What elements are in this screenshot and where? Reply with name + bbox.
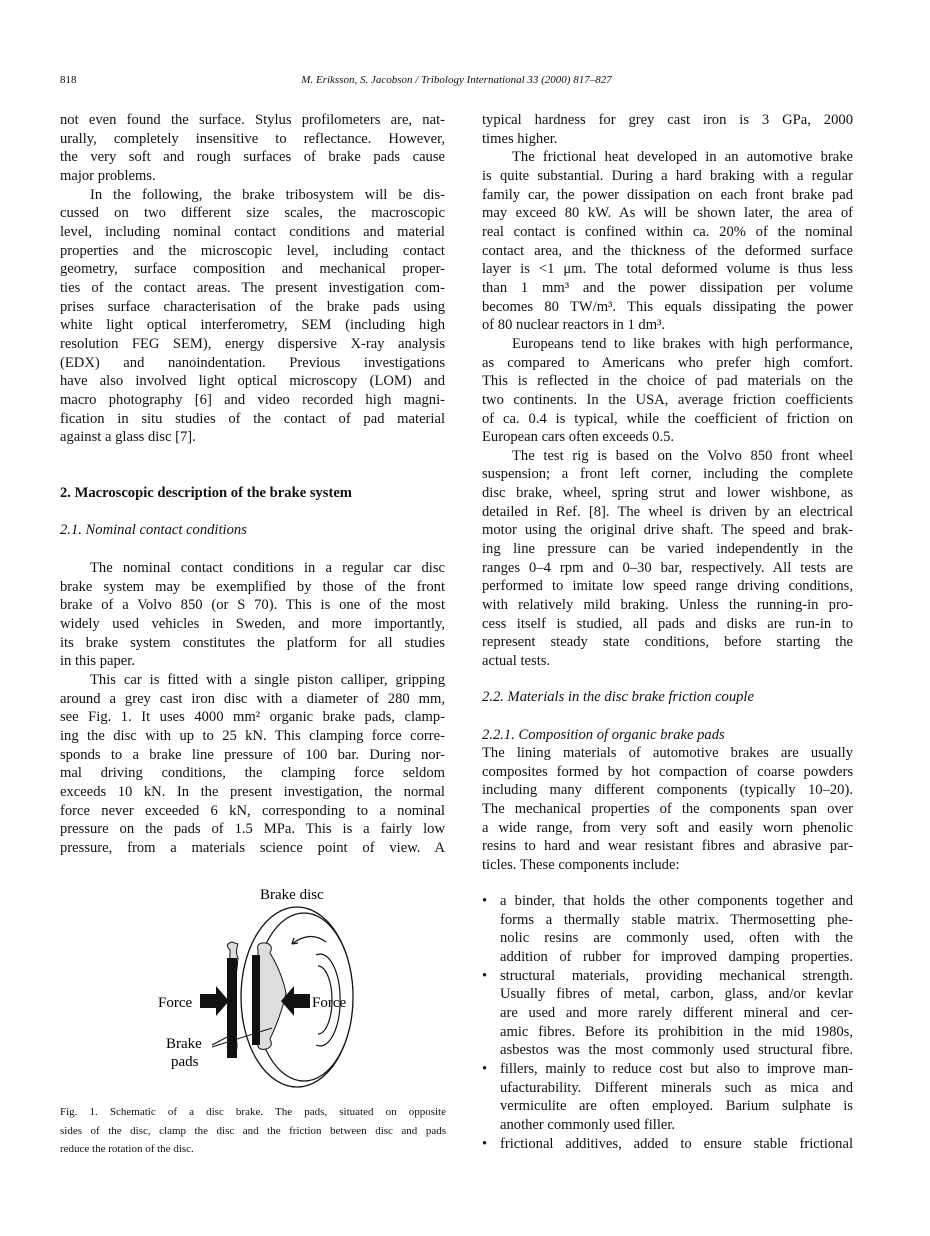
text-line: ticles. These components include: (482, 856, 680, 873)
text-line: two continents. In the USA, average friction coefficients (482, 391, 853, 408)
text-line: ing the disc with up to 25 kN. This clamping force corre- (60, 727, 445, 744)
text-line: Europeans tend to like brakes with high performance, (512, 335, 853, 352)
bullet-line: addition of rubber for improved damping properties. (500, 948, 853, 965)
subsection-heading: 2.1. Nominal contact conditions (60, 522, 247, 538)
right-column-block-2 (482, 744, 853, 875)
bullet-line: vermiculite are often employed. Barium sulphate is (500, 1098, 853, 1115)
text-line: not even found the surface. Stylus profilometers are, nat- (60, 112, 445, 128)
bullet-line: • fillers, mainly to reduce cost but also to improve man- (482, 1060, 853, 1079)
text-line: The mechanical properties of the components span over (482, 800, 853, 817)
subsubsection-heading-2-2-1: 2.2.1. Composition of organic brake pads (482, 727, 725, 743)
text-line: Fig. 1. Schematic of a disc brake. The pads, situated on opposite (60, 1106, 446, 1118)
label-brake: Brake (166, 1036, 202, 1052)
text-line: real contact is confined within ca. 20% of the nominal (482, 223, 853, 240)
text-line: may exceed 80 kW. As will be shown later, the area of (482, 205, 853, 222)
bullet-line: are used and more rarely different mineral and cer- (500, 1004, 853, 1021)
figure-caption (60, 1104, 446, 1160)
text-line: detailed in Ref. [8]. The wheel is driven by an electrical (482, 503, 853, 520)
text-line: composites formed by hot compaction of coarse powders (482, 763, 853, 780)
running-title: M. Eriksson, S. Jacobson / Tribology International 33 (2000) 817–827 (301, 74, 612, 86)
text-line: motor using the original drive shaft. The speed and brak- (482, 522, 853, 539)
text-line: a wide range, from very soft and easily worn phenolic (482, 819, 853, 836)
bullet-line: amic fibres. Before its prohibition in the mid 1980s, (500, 1023, 853, 1040)
text-line: see Fig. 1. It uses 4000 mm² organic brake pads, clamp- (60, 709, 445, 726)
text-line: sides of the disc, clamp the disc and the friction between disc and pads (60, 1124, 446, 1137)
text-line: suspension; a front left corner, including the complete (482, 466, 853, 483)
text-line: cess itself is studied, all pads and disks are run-in to (482, 615, 853, 632)
text-line: family car, the power dissipation on each front brake pad (482, 186, 853, 203)
text-line: urally, completely insensitive to reflectance. However, (60, 130, 445, 147)
text-line: fication in situ studies of the contact of pad material (60, 410, 445, 427)
text-line: in this paper. (60, 653, 135, 670)
brake-disc-figure (140, 875, 370, 1105)
text-line: (EDX) and nanoindentation. Previous investigations (60, 354, 445, 371)
text-line: performed to imitate low speed range driving conditions, (482, 578, 853, 595)
components-bullet-list (482, 892, 853, 1153)
text-line: brake of a Volvo 850 (or S 70). This is one of the most (60, 597, 445, 614)
text-line: the very soft and rough surfaces of brake pads cause (60, 149, 445, 166)
subsection-heading-2-2: 2.2. Materials in the disc brake friction couple (482, 689, 754, 705)
text-line: represent steady state conditions, before starting the (482, 634, 853, 651)
text-line: is quite substantial. During a hard braking with a regular (482, 167, 853, 184)
bullet-line: • a binder, that holds the other components together and (482, 892, 853, 911)
text-line: as compared to Americans who prefer high comfort. (482, 354, 853, 371)
text-line: contact area, and the thickness of the deformed surface (482, 242, 853, 259)
text-line: than 1 mm³ and the power dissipation per volume (482, 279, 853, 296)
text-line: force never exceeded 6 kN, corresponding to a nominal (60, 802, 445, 819)
text-line: exceeds 10 kN. In the present investigation, the normal (60, 783, 445, 800)
text-line: This car is fitted with a single piston calliper, gripping (90, 671, 445, 688)
left-pad-backing (227, 958, 237, 1058)
bullet-line: nolic resins are commonly used, often with the (500, 930, 853, 947)
text-line: pressure, from a materials science point of view. A (60, 839, 445, 856)
text-line: macro photography [6] and video recorded high magni- (60, 391, 445, 408)
text-line: times higher. (482, 130, 558, 147)
text-line: properties and the microscopic level, including contact (60, 242, 445, 259)
text-line: typical hardness for grey cast iron is 3 GPa, 2000 (482, 112, 853, 128)
text-line: ing line pressure can be varied independently in the (482, 541, 853, 558)
text-line: white light optical interferometry, SEM (including high (60, 317, 445, 334)
text-line: layer is <1 μm. The total deformed volume is thus less (482, 261, 853, 278)
text-line: prises surface characterisation of the brake pads using (60, 298, 445, 315)
text-line: mal driving conditions, the clamping force seldom (60, 765, 445, 782)
text-line: against a glass disc [7]. (60, 429, 196, 446)
right-pad-backing (252, 955, 260, 1045)
bullet-line: forms a thermally stable matrix. Thermosetting phe- (500, 911, 853, 928)
text-line: widely used vehicles in Sweden, and more importantly, (60, 615, 445, 632)
text-line: brake system may be exemplified by those of the front (60, 578, 445, 595)
section-heading: 2. Macroscopic description of the brake system (60, 485, 352, 501)
bullet-line: Usually fibres of metal, carbon, glass, and/or kevlar (500, 986, 853, 1003)
bullet-line: asbestos was the most commonly used structural fibre. (500, 1042, 853, 1059)
text-line: The lining materials of automotive brakes are usually (482, 745, 853, 761)
text-line: major problems. (60, 167, 156, 184)
label-force-right: Force (312, 995, 347, 1011)
label-force-left: Force (158, 995, 193, 1011)
text-line: have also involved light optical microscopy (LOM) and (60, 373, 445, 390)
left-column-block-1 (60, 111, 445, 447)
text-line: ties of the contact areas. The present investigation com- (60, 279, 445, 296)
text-line: becomes 80 TW/m³. This equals dissipating the power (482, 298, 853, 315)
text-line: The frictional heat developed in an automotive brake (512, 149, 853, 166)
text-line: its brake system constitutes the platform for all studies (60, 634, 445, 651)
force-arrow-left-icon (200, 986, 229, 1016)
text-line: resins to hard and wear resistant fibres and abrasive par- (482, 838, 853, 855)
bullet-line: ufacturability. Different minerals such as mica and (500, 1079, 853, 1096)
label-brake-disc: Brake disc (260, 887, 324, 903)
label-pads: pads (171, 1054, 199, 1070)
text-line: actual tests. (482, 653, 551, 670)
text-line: cussed on two different size scales, the macroscopic (60, 205, 445, 222)
text-line: The nominal contact conditions in a regular car disc (90, 560, 445, 576)
text-line: European cars often exceeds 0.5. (482, 429, 675, 446)
text-line: with relatively mild braking. Unless the running-in pro- (482, 597, 853, 614)
text-line: geometry, surface composition and mechanical proper- (60, 261, 445, 278)
right-column-block-1 (482, 111, 853, 671)
text-line: around a grey cast iron disc with a diameter of 280 mm, (60, 690, 445, 707)
page-number: 818 (60, 74, 77, 86)
text-line: of 80 nuclear reactors in 1 dm³. (482, 317, 666, 334)
text-line: resolution FEG SEM), energy dispersive X-ray analysis (60, 335, 445, 352)
text-line: level, including nominal contact conditions and material (60, 223, 445, 240)
text-line: reduce the rotation of the disc. (60, 1143, 194, 1156)
text-line: including many different components (typically 10–20). (482, 782, 853, 799)
text-line: The test rig is based on the Volvo 850 front wheel (512, 447, 853, 464)
bullet-line: another commonly used filler. (500, 1116, 676, 1133)
bullet-line: • frictional additives, added to ensure stable frictional (482, 1135, 853, 1154)
bullet-line: • structural materials, providing mechanical strength. (482, 967, 853, 986)
text-line: pressure on the pads of 1.5 MPa. This is a fairly low (60, 821, 445, 838)
text-line: ranges 0–4 rpm and 0–30 bar, respectively. All tests are (482, 559, 853, 576)
text-line: sponds to a brake line pressure of 100 bar. During nor- (60, 746, 445, 763)
text-line: In the following, the brake tribosystem will be dis- (90, 186, 445, 203)
left-column-block-2 (60, 559, 445, 858)
text-line: disc brake, wheel, spring strut and lower wishbone, as (482, 485, 853, 502)
text-line: of ca. 0.4 is typical, while the coefficient of friction on (482, 410, 853, 427)
text-line: This is reflected in the choice of pad materials on the (482, 373, 853, 390)
